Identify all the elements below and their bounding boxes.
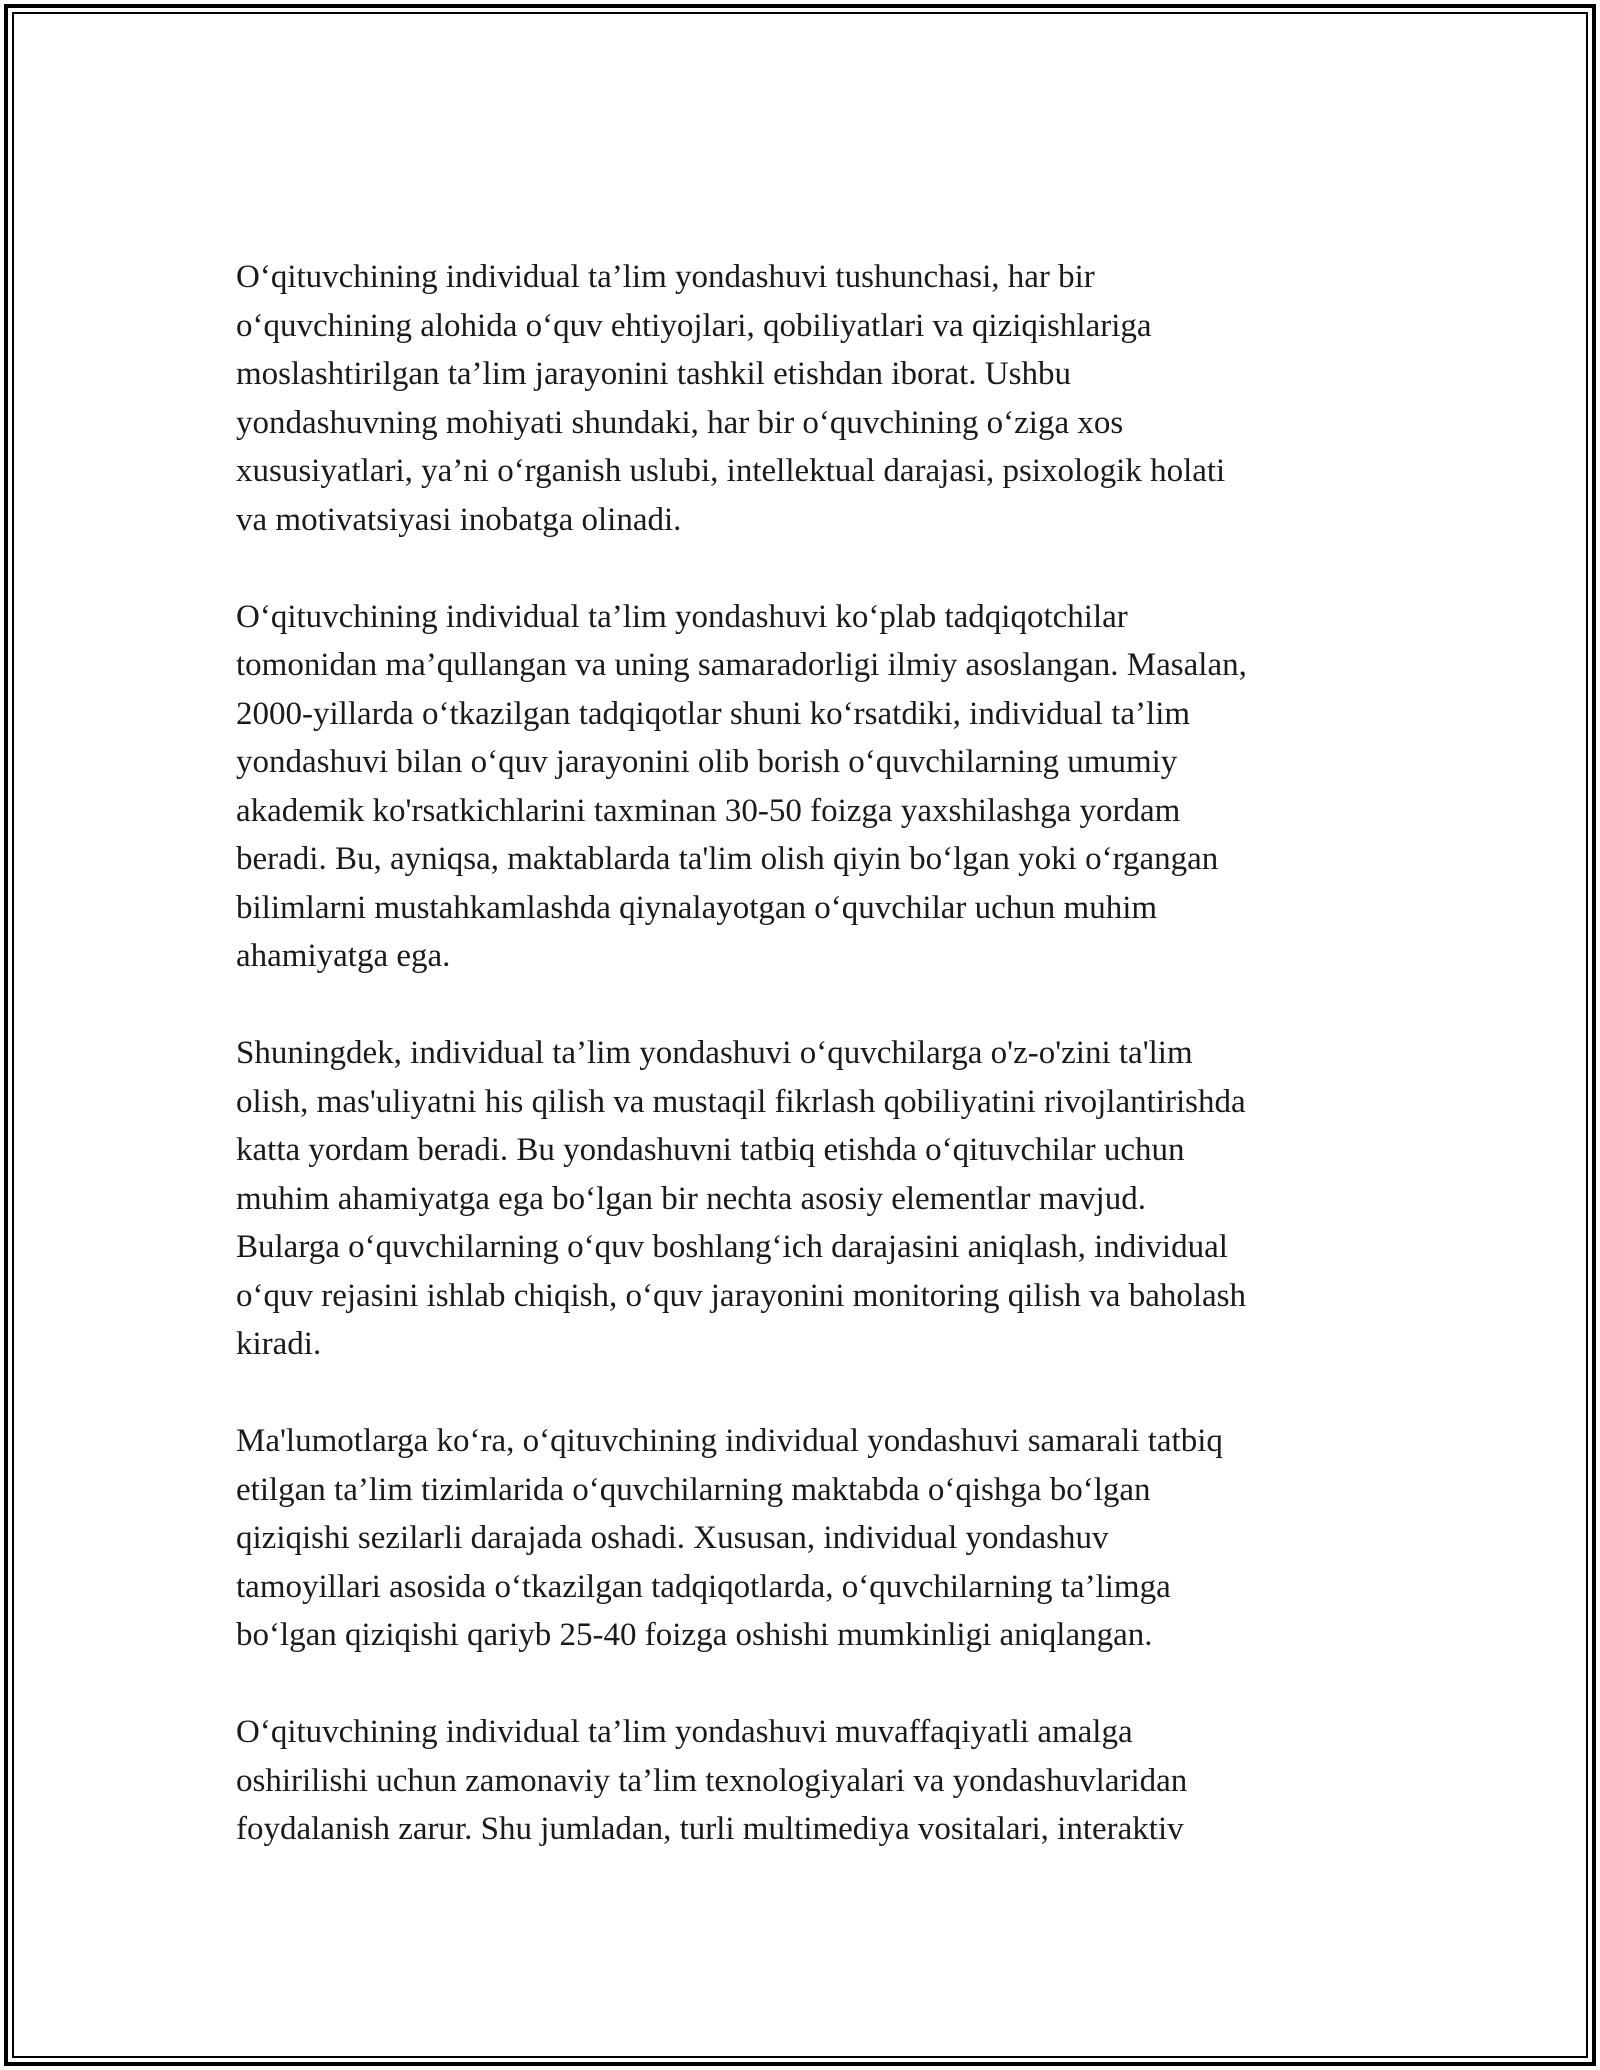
text-line: ahamiyatga ega.: [236, 938, 451, 974]
text-line: tomonidan ma’qullangan va uning samaradorligi ilmiy asoslangan. Masalan,: [236, 647, 1247, 683]
text-line: akademik ko'rsatkichlarini taxminan 30-50 foizga yaxshilashga yordam: [236, 792, 1181, 829]
text-line: tamoyillari asosida o‘tkazilgan tadqiqotlarda, o‘quvchilarning ta’limga: [236, 1568, 1171, 1605]
paragraph-5: [236, 1708, 1366, 1854]
text-line: yondashuvi bilan o‘quv jarayonini olib borish o‘quvchilarning umumiy: [236, 744, 1178, 780]
text-line: O‘qituvchining individual ta’lim yondashuvi muvaffaqiyatli amalga: [236, 1714, 1133, 1750]
text-line: Bularga o‘quvchilarning o‘quv boshlang‘ich darajasini aniqlash, individual: [236, 1229, 1228, 1265]
text-line: oshirilishi uchun zamonaviy ta’lim texnologiyalari va yondashuvlaridan: [236, 1762, 1188, 1799]
text-line: kiradi.: [236, 1326, 322, 1362]
text-line: Shuningdek, individual ta’lim yondashuvi o‘quvchilarga o'z-o'zini ta'lim: [236, 1035, 1193, 1071]
text-line: O‘qituvchining individual ta’lim yondashuvi tushunchasi, har bir: [236, 259, 1095, 295]
paragraph-2: [236, 593, 1366, 981]
paragraph-1: [236, 253, 1366, 544]
paragraph-3: [236, 1029, 1366, 1369]
text-line: muhim ahamiyatga ega bo‘lgan bir nechta asosiy elementlar mavjud.: [236, 1180, 1146, 1217]
text-line: katta yordam beradi. Bu yondashuvni tatbiq etishda o‘qituvchilar uchun: [236, 1132, 1185, 1168]
text-line: O‘qituvchining individual ta’lim yondashuvi ko‘plab tadqiqotchilar: [236, 598, 1128, 635]
text-line: 2000-yillarda o‘tkazilgan tadqiqotlar shuni ko‘rsatdiki, individual ta’lim: [236, 695, 1191, 732]
text-line: Ma'lumotlarga ko‘ra, o‘qituvchining individual yondashuvi samarali tatbiq: [236, 1423, 1223, 1459]
text-line: xususiyatlari, ya’ni o‘rganish uslubi, intellektual darajasi, psixologik holati: [236, 453, 1226, 489]
text-line: olish, mas'uliyatni his qilish va mustaqil fikrlash qobiliyatini rivojlantirishda: [236, 1083, 1246, 1120]
text-line: va motivatsiyasi inobatga olinadi.: [236, 501, 682, 538]
paragraph-4: [236, 1417, 1366, 1660]
text-line: etilgan ta’lim tizimlarida o‘quvchilarning maktabda o‘qishga bo‘lgan: [236, 1471, 1151, 1508]
document-body: [236, 253, 1366, 1902]
text-line: qiziqishi sezilarli darajada oshadi. Xususan, individual yondashuv: [236, 1520, 1109, 1556]
text-line: bilimlarni mustahkamlashda qiynalayotgan o‘quvchilar uchun muhim: [236, 889, 1158, 926]
text-line: o‘quvchining alohida o‘quv ehtiyojlari, qobiliyatlari va qiziqishlariga: [236, 307, 1152, 344]
text-line: beradi. Bu, ayniqsa, maktablarda ta'lim olish qiyin bo‘lgan yoki o‘rgangan: [236, 841, 1219, 877]
text-line: o‘quv rejasini ishlab chiqish, o‘quv jarayonini monitoring qilish va baholash: [236, 1277, 1247, 1314]
text-line: yondashuvning mohiyati shundaki, har bir o‘quvchining o‘ziga xos: [236, 404, 1124, 441]
text-line: foydalanish zarur. Shu jumladan, turli multimediya vositalari, interaktiv: [236, 1811, 1184, 1847]
text-line: moslashtirilgan ta’lim jarayonini tashkil etishdan iborat. Ushbu: [236, 356, 1071, 392]
text-line: bo‘lgan qiziqishi qariyb 25-40 foizga oshishi mumkinligi aniqlangan.: [236, 1617, 1153, 1653]
